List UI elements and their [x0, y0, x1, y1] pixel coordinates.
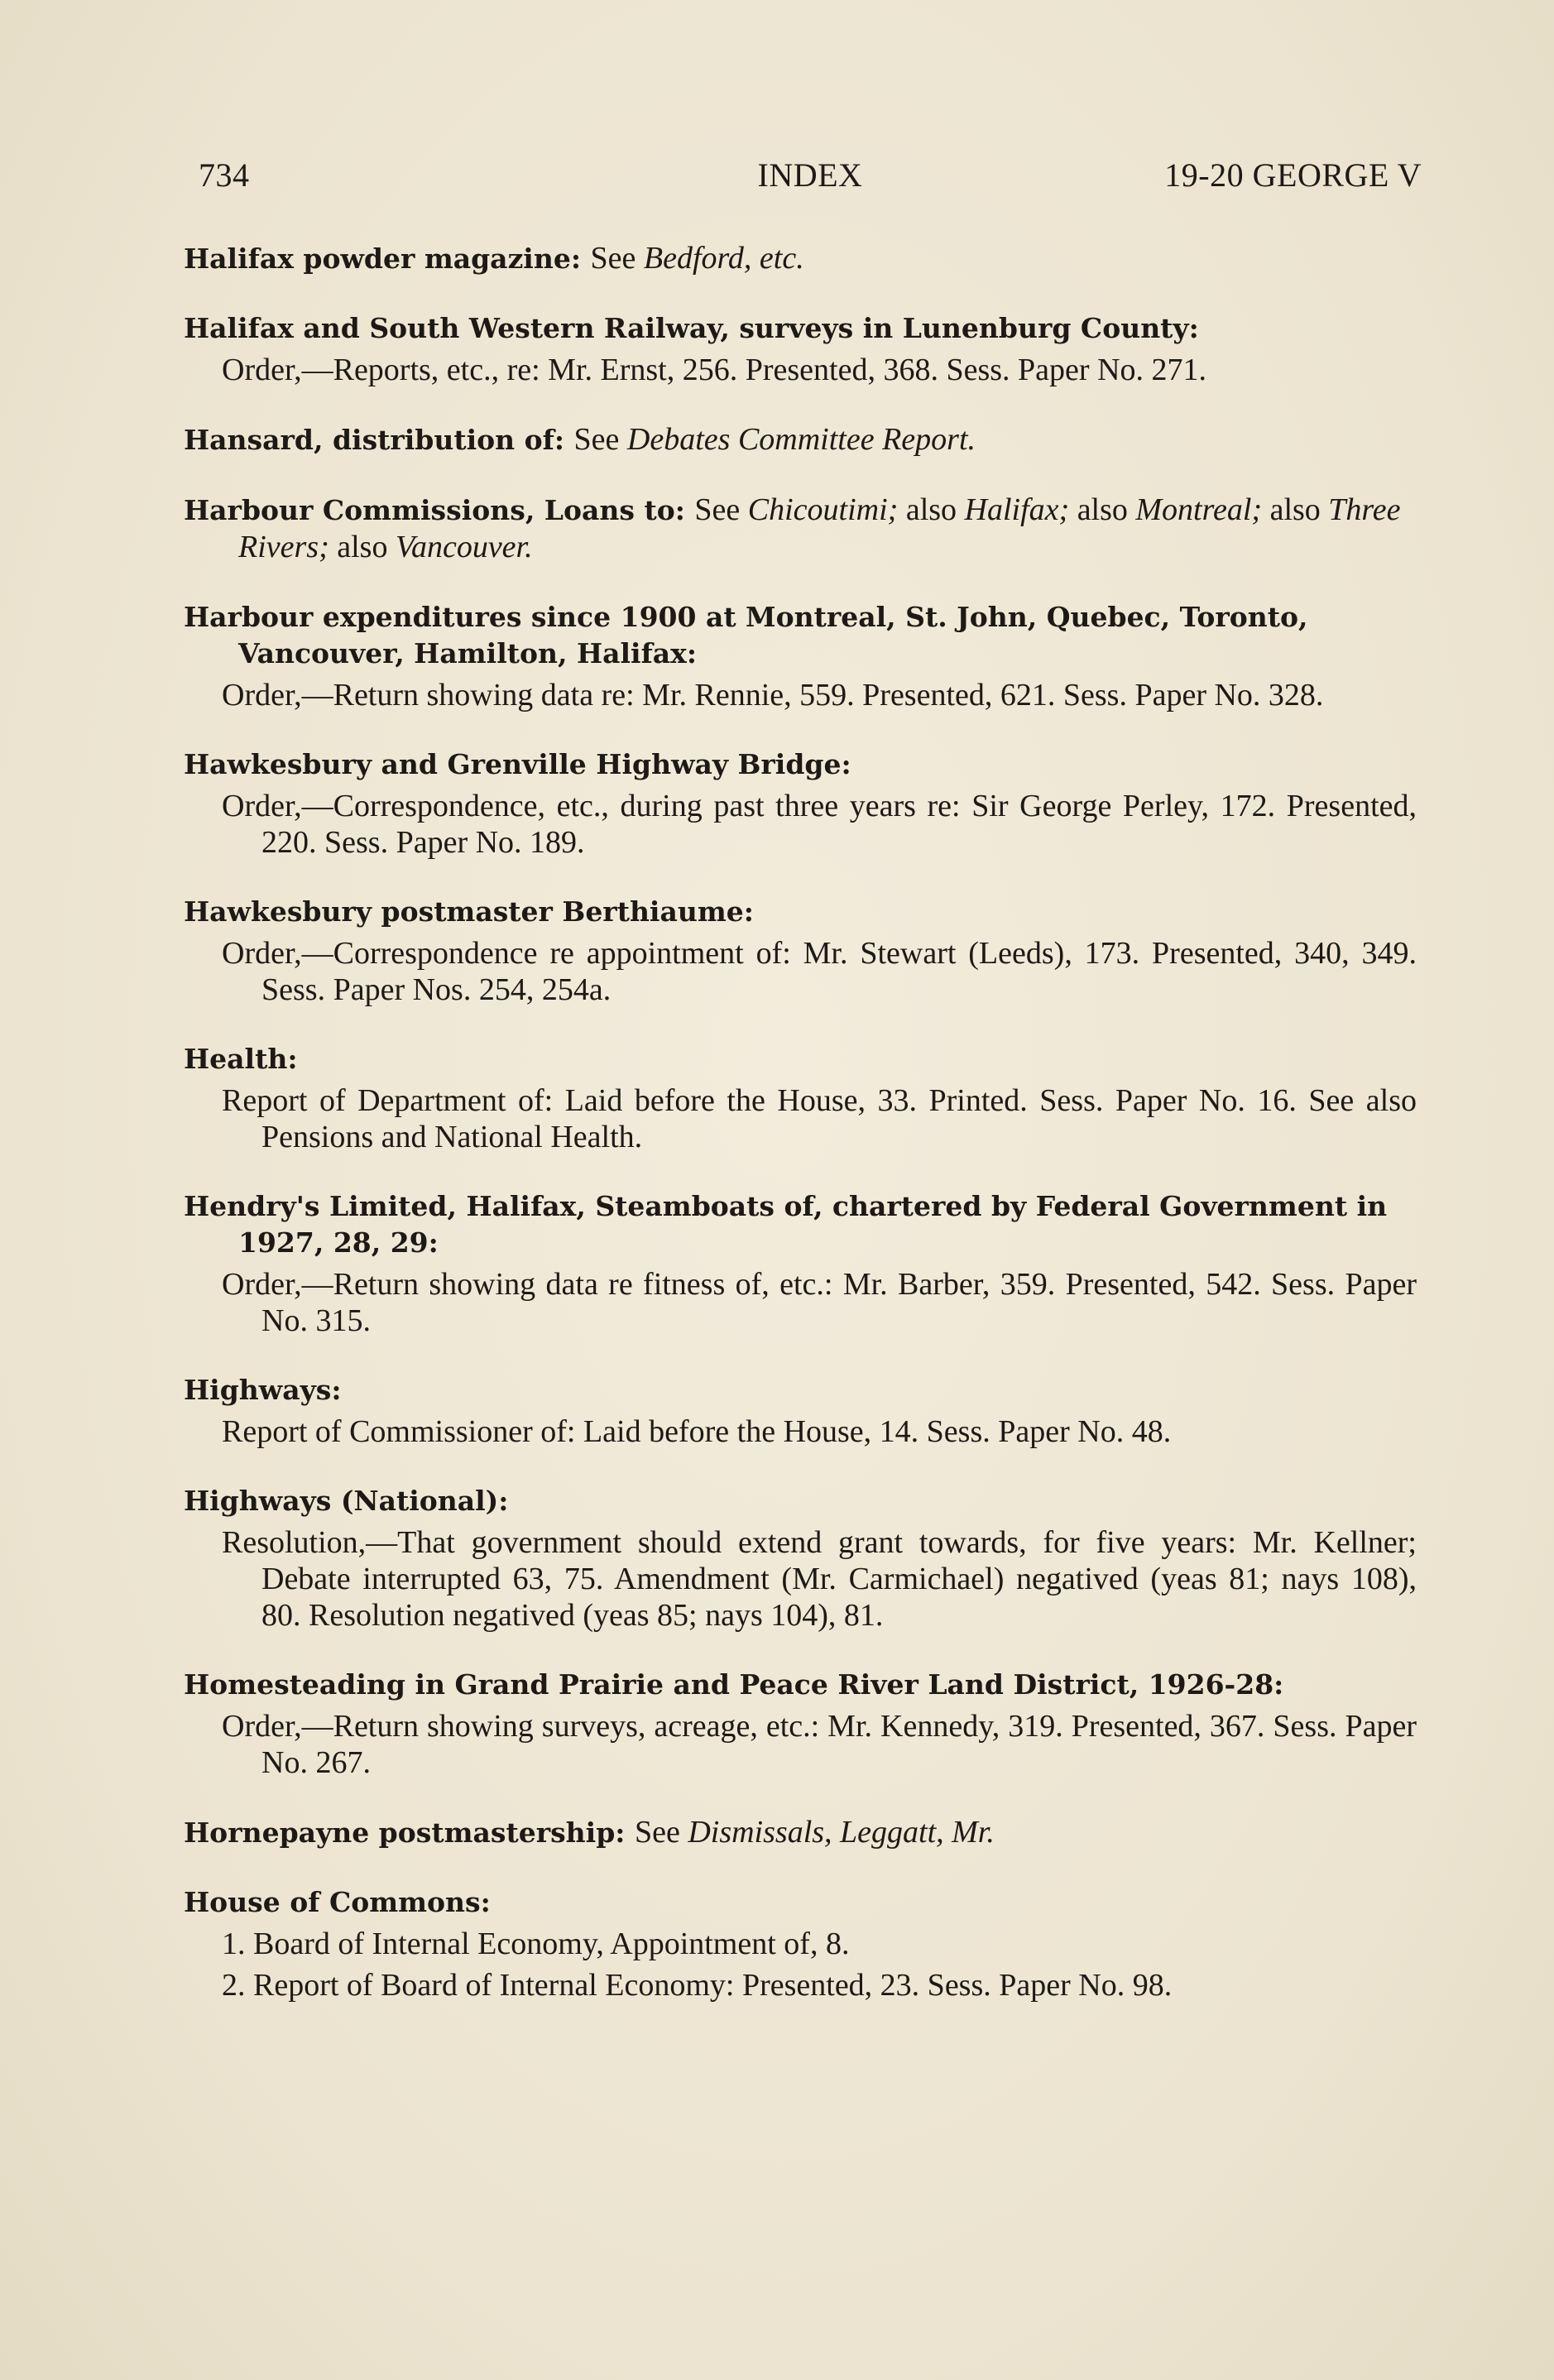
entry-detail: Order,—Correspondence, etc., during past three years re: Sir George Perley, 172. Presented, 220. Sess. Paper No. 189. [222, 789, 1417, 860]
index-entry [184, 746, 1417, 861]
page-header [199, 156, 1422, 205]
entry-heading: Highways (National): [184, 1485, 509, 1517]
see-prefix: See [694, 492, 748, 527]
index-entry [184, 1667, 1417, 1781]
entry-detail: Order,—Reports, etc., re: Mr. Ernst, 256. Presented, 368. Sess. Paper No. 271. [222, 353, 1207, 387]
running-title: INDEX [757, 156, 863, 194]
entry-heading: Health: [184, 1043, 298, 1075]
entry-heading: Halifax and South Western Railway, surveys in Lunenburg County: [184, 312, 1199, 344]
entry-heading: Hawkesbury postmaster Berthiaume: [184, 895, 754, 928]
see-prefix: See [573, 422, 627, 457]
entry-detail: Resolution,—That government should extend grant towards, for five years: Mr. Kellner; Debate interrupted 63, 75. Amendment (Mr. Carmichael) negatived (yeas 81; nays 108), 80. Resolution negatived (yeas 85; nays 104), 81. [222, 1525, 1417, 1633]
entry-detail: Report of Department of: Laid before the House, 33. Printed. Sess. Paper No. 16. See also Pensions and National Health. [222, 1083, 1417, 1154]
item-text: Board of Internal Economy, Appointment of, 8. [253, 1927, 850, 1961]
index-entry [184, 599, 1417, 713]
index-entry [184, 1483, 1417, 1634]
index-entry [184, 310, 1417, 388]
index-entry [184, 492, 1417, 566]
entry-detail: Order,—Return showing surveys, acreage, etc.: Mr. Kennedy, 319. Presented, 367. Sess. Paper No. 267. [222, 1709, 1417, 1780]
numbered-item [184, 1926, 1417, 1962]
index-entry [184, 1884, 1417, 2003]
entry-heading: Halifax powder magazine: See Bedford, etc. [184, 241, 804, 276]
item-text: Report of Board of Internal Economy: Presented, 23. Sess. Paper No. 98. [253, 1968, 1173, 2003]
see-reference: Bedford, etc. [643, 241, 804, 276]
index-entry [184, 1372, 1417, 1450]
index-entry [184, 1188, 1417, 1339]
index-entry [184, 1814, 1417, 1851]
entry-heading: Homesteading in Grand Prairie and Peace River Land District, 1926-28: [184, 1668, 1284, 1701]
see-reference: Dismissals, Leggatt, Mr. [688, 1815, 995, 1850]
entry-heading: Hawkesbury and Grenville Highway Bridge: [184, 748, 851, 780]
entry-heading: Highways: [184, 1374, 342, 1406]
index-entry [184, 240, 1417, 277]
session-label: 19-20 GEORGE V [1164, 156, 1422, 194]
item-number: 1. [222, 1927, 246, 1961]
entry-heading: House of Commons: [184, 1886, 491, 1918]
entry-detail: Report of Commissioner of: Laid before the House, 14. Sess. Paper No. 48. [222, 1414, 1172, 1449]
entry-detail: Order,—Return showing data re: Mr. Rennie, 559. Presented, 621. Sess. Paper No. 328. [222, 678, 1324, 713]
see-reference: Montreal; [1135, 492, 1263, 527]
entry-heading: Hansard, distribution of: See Debates Committee Report. [184, 422, 976, 457]
see-reference: Halifax; [964, 492, 1070, 527]
entry-heading: Hornepayne postmastership: See Dismissals, Leggatt, Mr. [184, 1815, 995, 1850]
entry-heading: Harbour expenditures since 1900 at Montreal, St. John, Quebec, Toronto, Vancouver, Hamilton, Halifax: [184, 601, 1308, 669]
item-number: 2. [222, 1968, 246, 2003]
entry-heading: Harbour Commissions, Loans to: See Chicoutimi; also Halifax; also Montreal; also Three Rivers; also Vancouver. [184, 492, 1401, 564]
see-prefix: See [634, 1815, 688, 1850]
see-reference: Three Rivers; [238, 492, 1401, 564]
index-entry [184, 1041, 1417, 1155]
see-prefix: See [590, 241, 644, 276]
see-reference: Debates Committee Report. [626, 422, 976, 457]
see-reference: Chicoutimi; [747, 492, 899, 527]
entry-detail: Order,—Return showing data re fitness of, etc.: Mr. Barber, 359. Presented, 542. Sess. Paper No. 315. [222, 1267, 1417, 1338]
index-entry [184, 421, 1417, 458]
see-reference: Vancouver. [395, 530, 533, 564]
page-number: 734 [199, 156, 250, 194]
numbered-item [184, 1967, 1417, 2003]
index-entry [184, 894, 1417, 1008]
index-entries [184, 240, 1417, 2037]
entry-heading: Hendry's Limited, Halifax, Steamboats of, chartered by Federal Government in 1927, 28, 29: [184, 1190, 1388, 1259]
entry-detail: Order,—Correspondence re appointment of: Mr. Stewart (Leeds), 173. Presented, 340, 349. Sess. Paper Nos. 254, 254a. [222, 936, 1417, 1007]
